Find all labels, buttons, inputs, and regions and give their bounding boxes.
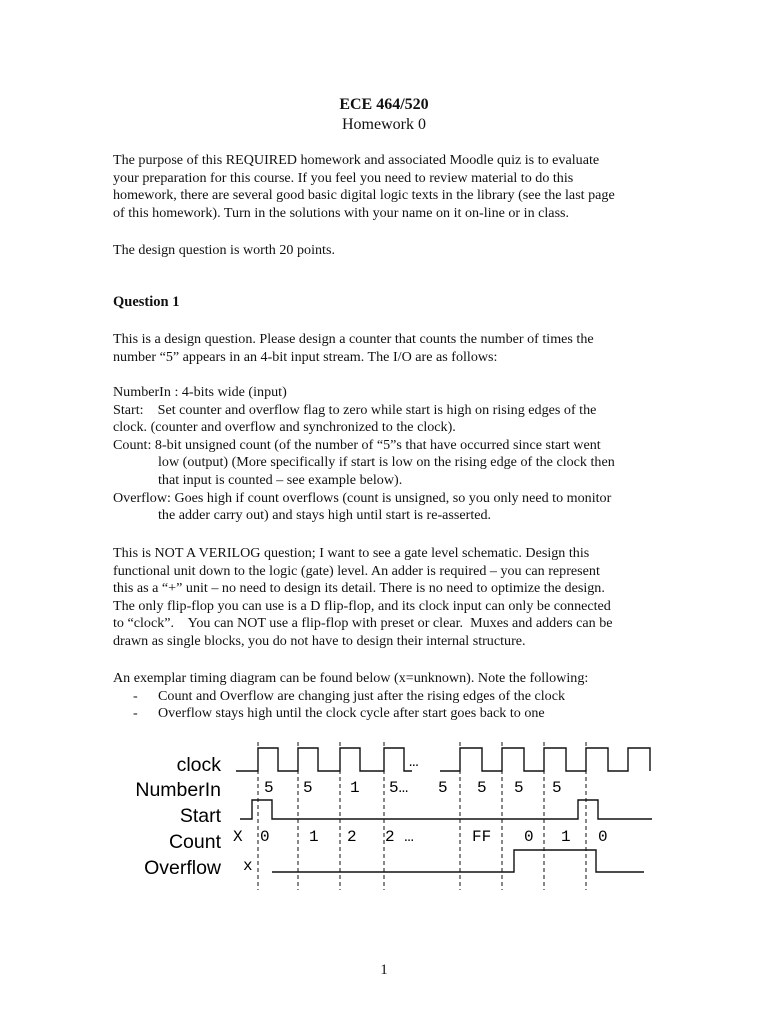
text-line: functional unit down to the logic (gate) level. An adder is required – you can represent	[113, 562, 600, 579]
numberin-value: 5…	[389, 779, 409, 797]
io-line: clock. (counter and overflow and synchronized to the clock).	[113, 419, 456, 436]
text-line: This is a design question. Please design a counter that counts the number of times the	[113, 331, 594, 347]
io-line: low (output) (More specifically if start is low on the rising edge of the clock then	[158, 454, 615, 471]
numberin-value: 5	[514, 779, 524, 797]
io-line: NumberIn : 4-bits wide (input)	[113, 384, 287, 400]
count-value: 0	[260, 828, 270, 846]
signal-label-count: Count	[168, 831, 221, 853]
numberin-value: 5	[438, 779, 448, 797]
count-value: 2	[347, 828, 357, 846]
io-line: that input is counted – see example below).	[158, 471, 403, 488]
count-value: FF	[472, 828, 492, 846]
numberin-value: 5	[552, 779, 562, 797]
overflow-initial-value: x	[243, 857, 253, 875]
text-line: of this homework). Turn in the solutions with your name on it on-line or in class.	[113, 204, 570, 221]
text-line: your preparation for this course. If you feel you need to review material to do this	[113, 169, 574, 186]
text-line: this as a “+” unit – no need to design its detail. There is no need to optimize the design.	[113, 580, 605, 597]
signal-label-clock: clock	[176, 754, 221, 776]
question-heading: Question 1	[113, 294, 180, 310]
text-line: The design question is worth 20 points.	[113, 242, 335, 258]
text-line: to “clock”. You can NOT use a flip-flop with preset or clear. Muxes and adders can be	[113, 615, 613, 632]
count-value: 1	[309, 828, 319, 846]
count-value: 2 …	[385, 828, 414, 846]
course-title: ECE 464/520	[339, 96, 429, 113]
count-value: 1	[561, 828, 571, 846]
clock-waveform-right	[440, 748, 650, 771]
count-value: 0	[598, 828, 608, 846]
io-line: Count: 8-bit unsigned count (of the number of “5”s that have occurred since start went	[113, 436, 601, 453]
bullet-dash: -	[133, 687, 138, 704]
bullet-dash: -	[133, 705, 138, 722]
note-text: Overflow stays high until the clock cycle after start goes back to one	[158, 705, 545, 722]
text-line: drawn as single blocks, you do not have to design their internal structure.	[113, 632, 526, 649]
text-line: The purpose of this REQUIRED homework and associated Moodle quiz is to evaluate	[113, 152, 600, 168]
signal-label-overflow: Overflow	[144, 857, 221, 879]
signal-label-numberin: NumberIn	[135, 779, 221, 801]
numberin-value: 5	[264, 779, 274, 797]
io-line: Start: Set counter and overflow flag to zero while start is high on rising edges of the	[113, 401, 597, 418]
numberin-value: 1	[350, 779, 360, 797]
io-line: the adder carry out) and stays high until start is re-asserted.	[158, 507, 492, 524]
overflow-waveform	[272, 850, 644, 872]
text-line: The only flip-flop you can use is a D flip-flop, and its clock input can only be connected	[113, 597, 611, 614]
count-value: 0	[524, 828, 534, 846]
io-line: Overflow: Goes high if count overflows (count is unsigned, so you only need to monitor	[113, 489, 612, 506]
text-line: homework, there are several good basic digital logic texts in the library (see the last page	[113, 187, 615, 204]
start-waveform	[240, 800, 652, 819]
numberin-value: 5	[477, 779, 487, 797]
assignment-title: Homework 0	[342, 116, 426, 133]
note-text: Count and Overflow are changing just after the rising edges of the clock	[158, 687, 566, 704]
text-line: An exemplar timing diagram can be found below (x=unknown). Note the following:	[113, 670, 589, 686]
clock-waveform-left	[236, 748, 412, 771]
count-value: X	[233, 828, 243, 846]
text-line: number “5” appears in an 4-bit input stream. The I/O are as follows:	[113, 348, 498, 365]
numberin-value: 5	[303, 779, 313, 797]
text-line: This is NOT A VERILOG question; I want to see a gate level schematic. Design this	[113, 545, 590, 561]
signal-label-start: Start	[179, 805, 221, 827]
page-number: 1	[380, 962, 388, 978]
clock-ellipsis: …	[409, 753, 419, 771]
